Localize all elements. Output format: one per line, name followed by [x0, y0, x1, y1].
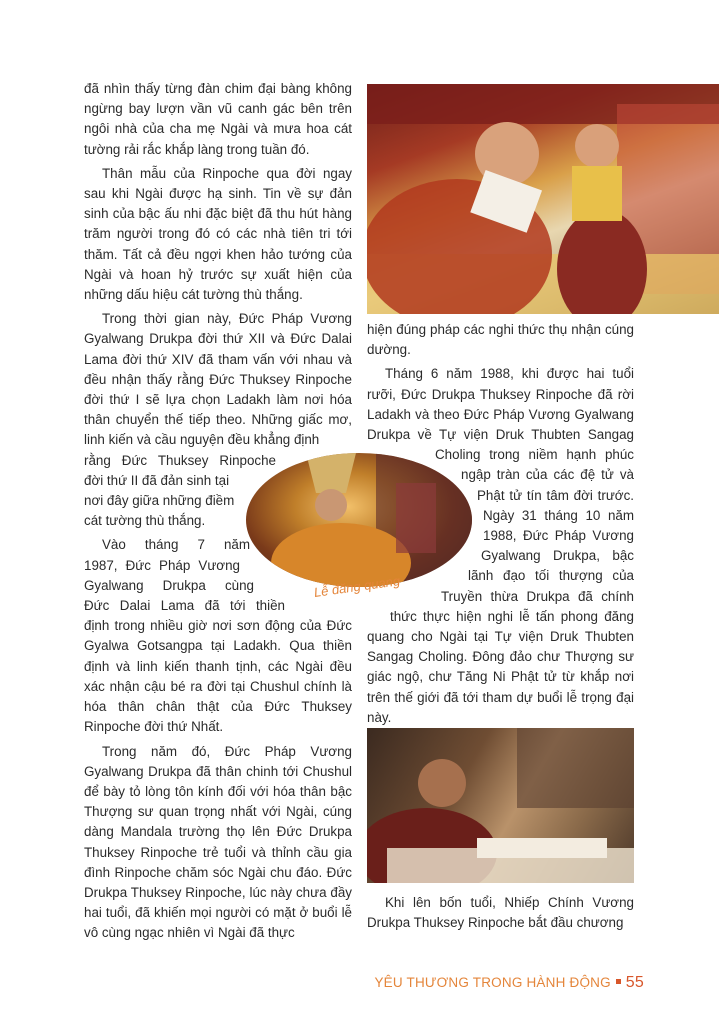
paragraph: đã nhìn thấy từng đàn chim đại bàng không ngừng bay lượn vần vũ canh gác bên trên ngôi nhà của cha mẹ Ngài và mưa hoa cát tường rải rắc khắp làng trong tuần đó.	[84, 81, 352, 157]
square-bullet-icon	[616, 979, 621, 984]
right-text-column	[367, 320, 634, 728]
text-line: Ladakh và theo Đức Pháp Vương Gyalwang	[367, 406, 634, 422]
wrap-text-block	[84, 535, 352, 616]
paragraph: Trong thời gian này, Đức Pháp Vương Gyalwang Drukpa đời thứ XII và Đức Dalai Lama đời thứ XIV đã tham vấn với nhau và đều nhận thấy rằng Đức Thuksey Rinpoche đời thứ I sẽ lựa chọn Ladakh làm nơi hóa thân chuyển thế tiếp theo. Những giấc mơ, linh kiến và cầu nguyện đều khẳng định	[84, 311, 352, 448]
text-line: thức thực hiện nghi lễ tấn phong đăng	[390, 608, 634, 624]
text-line: Tháng 6 năm 1988, khi được hai tuổi	[385, 366, 634, 382]
text-line: 1988, Đức Pháp Vương	[483, 528, 634, 544]
text-line: Gyalwang Drukpa, bậc	[481, 548, 634, 564]
wrap-text-block	[84, 451, 352, 532]
right-text-column-bottom	[367, 893, 634, 933]
photo-caption: Lễ đăng quang	[312, 573, 401, 600]
text-line: 1987, Đức Pháp Vương	[84, 557, 240, 573]
wrap-text-block	[367, 445, 634, 627]
text-line: ngập tràn của các đệ tử và	[461, 467, 634, 483]
text-line: Phật tử tín tâm đời trước.	[477, 487, 634, 503]
paragraph: hiện đúng pháp các nghi thức thụ nhận cúng dường.	[367, 322, 634, 358]
photo-lama-with-child	[367, 84, 719, 314]
text-line: rưỡi, Đức Drukpa Thuksey Rinpoche đã rời	[367, 386, 634, 402]
text-line: Đức Dalai Lama đã tới thiền	[84, 598, 285, 614]
paragraph: Khi lên bốn tuổi, Nhiếp Chính Vương Drukpa Thuksey Rinpoche bắt đầu chương	[367, 895, 634, 931]
text-line: cát tường thù thắng.	[84, 513, 206, 529]
footer-title: YÊU THƯƠNG TRONG HÀNH ĐỘNG	[374, 975, 611, 990]
text-line: Choling trong niềm hạnh phúc	[435, 447, 634, 463]
text-line: nơi đây giữa những điềm	[84, 493, 235, 509]
paragraph: quang cho Ngài tại Tự viện Druk Thubten Sangag Choling. Đông đảo chư Thượng sư giác ngộ, chư Tăng Ni Phật tử từ khắp nơi trên thế giới đã tới tham dự buổi lễ trọng đại này.	[367, 629, 634, 725]
left-text-column	[84, 79, 352, 944]
text-line: đời thứ II đã đản sinh tại	[84, 472, 230, 488]
paragraph: Trong năm đó, Đức Pháp Vương Gyalwang Drukpa đã thân chinh tới Chushul để bày tỏ lòng tôn kính đối với hóa thân bậc Thượng sư quan trọng nhất với Ngài, cúng dàng Mandala trường thọ lên Đức Drukpa Thuksey Rinpoche trẻ tuổi và thỉnh cầu gia đình Rinpoche chăm sóc Ngài chu đáo. Đức Drukpa Thuksey Rinpoche, lúc này chưa đầy hai tuổi, đã khiến mọi người có mặt ở buổi lễ vô cùng ngạc nhiên vì Ngài đã thực	[84, 743, 352, 941]
photo-child-reading	[367, 728, 634, 883]
text-line: lãnh đạo tối thượng của	[468, 568, 634, 584]
page-number: 55	[625, 974, 644, 991]
text-line: Ngày 31 tháng 10 năm	[483, 507, 634, 523]
text-line: rằng Đức Thuksey Rinpoche	[84, 452, 276, 468]
photo-child-reading-art	[367, 728, 634, 883]
photo-lama-with-child-art	[367, 84, 719, 314]
text-line: Gyalwang Drukpa cùng	[84, 577, 254, 593]
page-footer	[374, 974, 644, 992]
text-line: Vào tháng 7 năm	[102, 537, 250, 553]
text-line: Drukpa về Tự viện Druk Thubten Sangag	[367, 427, 634, 443]
wrap-text-block	[367, 364, 634, 445]
text-line: Truyền thừa Drukpa đã chính	[441, 588, 634, 604]
paragraph: định trong nhiều giờ nơi sơn động của Đức Gyalwa Gotsangpa tại Ladakh. Qua thiền định và linh kiến thanh tịnh, các Ngài đều xác nhận cậu bé ra đời tại Chushul chính là hóa thân chân thật của Đức Thuksey Rinpoche đời thứ Nhất.	[84, 618, 352, 735]
paragraph: Thân mẫu của Rinpoche qua đời ngay sau khi Ngài được hạ sinh. Tin về sự đản sinh của bậc ấu nhi đặc biệt đã thu hút hàng trăm người trong đó có các nhà tiên tri tới thăm. Tất cả đều ngợi khen hảo tướng của Ngài và hoan hỷ trước sự xuất hiện của những dấu hiệu cát tường thù thắng.	[84, 165, 352, 303]
